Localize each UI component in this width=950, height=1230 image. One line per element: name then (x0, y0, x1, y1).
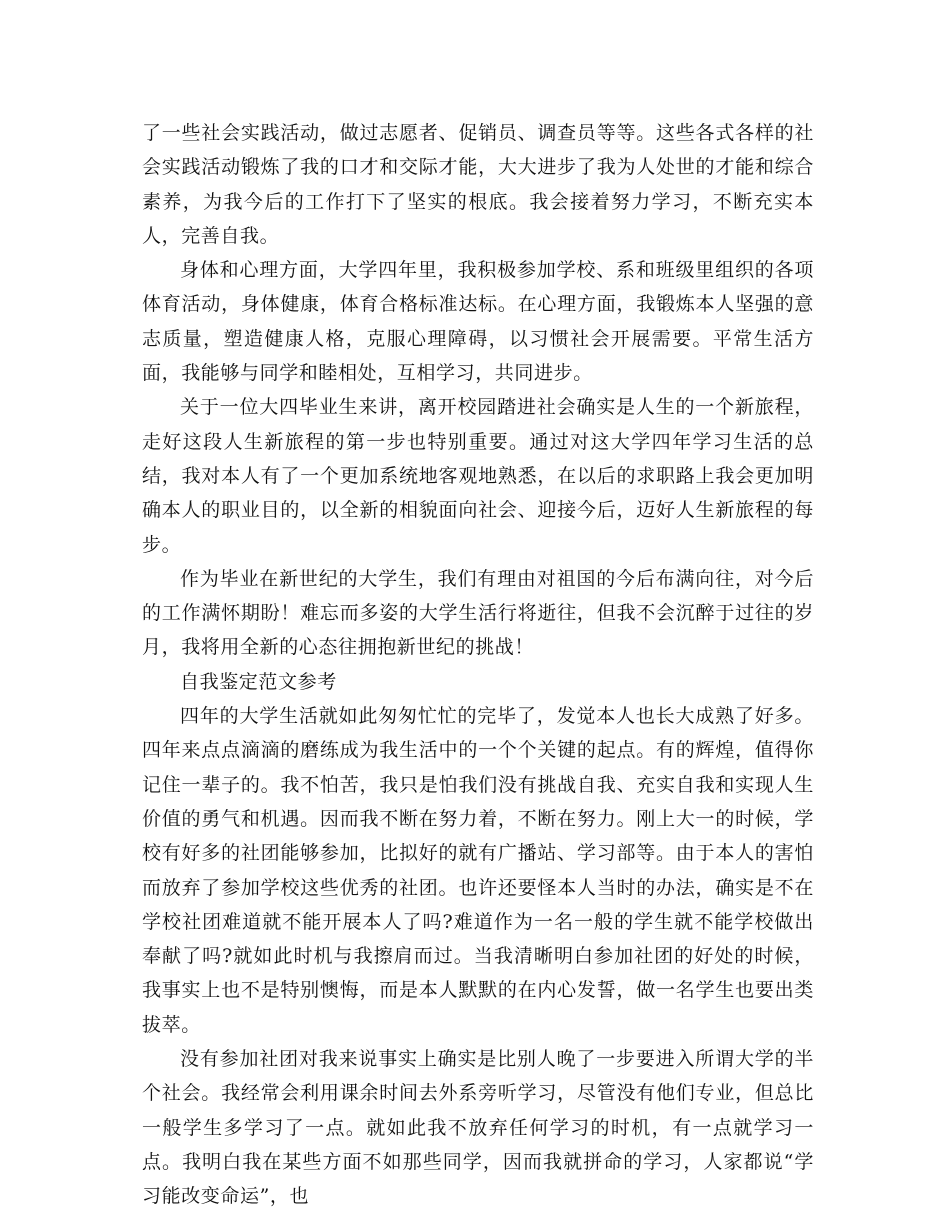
document-body (142, 116, 814, 1214)
paragraph-continuation: 了一些社会实践活动，做过志愿者、促销员、调查员等等。这些各式各样的社会实践活动锻炼了我的口才和交际才能，大大进步了我为人处世的才能和综合素养，为我今后的工作打下了坚实的根底。我会接着努力学习，不断充实本人，完善自我。 (142, 122, 814, 247)
paragraph-graduate-journey: 关于一位大四毕业生来讲，离开校园踏进社会确实是人生的一个新旅程，走好这段人生新旅程的第一步也特别重要。通过对这大学四年学习生活的总结，我对本人有了一个更加系统地客观地熟悉，在以后的求职路上我会更加明确本人的职业目的，以全新的相貌面向社会、迎接今后，迈好人生新旅程的每步。 (142, 396, 814, 556)
paragraph-physical-mental: 身体和心理方面，大学四年里，我积极参加学校、系和班级里组织的各项体育活动，身体健康，体育合格标准达标。在心理方面，我锻炼本人坚强的意志质量，塑造健康人格，克服心理障碍，以习惯社会开展需要。平常生活方面，我能够与同学和睦相处，互相学习，共同进步。 (142, 259, 814, 385)
paragraph-four-years: 四年的大学生活就如此匆匆忙忙的完毕了，发觉本人也长大成熟了好多。四年来点点滴滴的磨练成为我生活中的一个个关键的起点。有的辉煌，值得你记住一辈子的。我不怕苦，我只是怕我们没有挑战自我、充实自我和实现人生价值的勇气和机遇。因而我不断在努力着，不断在努力。刚上大一的时候，学校有好多的社团能够参加，比拟好的就有广播站、学习部等。由于本人的害怕而放弃了参加学校这些优秀的社团。也许还要怪本人当时的办法，确实是不在学校社团难道就不能开展本人了吗?难道作为一名一般的学生就不能学校做出奉献了吗?就如此时机与我擦肩而过。当我清晰明白参加社团的好处的时候，我事实上也不是特别懊悔，而是本人默默的在内心发誓，做一名学生也要出类拔萃。 (142, 705, 814, 1036)
section-heading: 自我鉴定范文参考 (180, 670, 337, 693)
paragraph-new-century: 作为毕业在新世纪的大学生，我们有理由对祖国的今后布满向往，对今后的工作满怀期盼！难忘而多姿的大学生活行将逝往，但我不会沉醉于过往的岁月，我将用全新的心态往拥抱新世纪的挑战！ (142, 567, 814, 659)
paragraph-no-club: 没有参加社团对我来说事实上确实是比别人晚了一步要进入所谓大学的半个社会。我经常会利用课余时间去外系旁听学习，尽管没有他们专业，但总比一般学生多学习了一点。就如此我不放弃任何学习的时机，有一点就学习一点。我明白我在某些方面不如那些同学，因而我就拼命的学习，人家都说“学习能改变命运”，也 (142, 1048, 814, 1208)
